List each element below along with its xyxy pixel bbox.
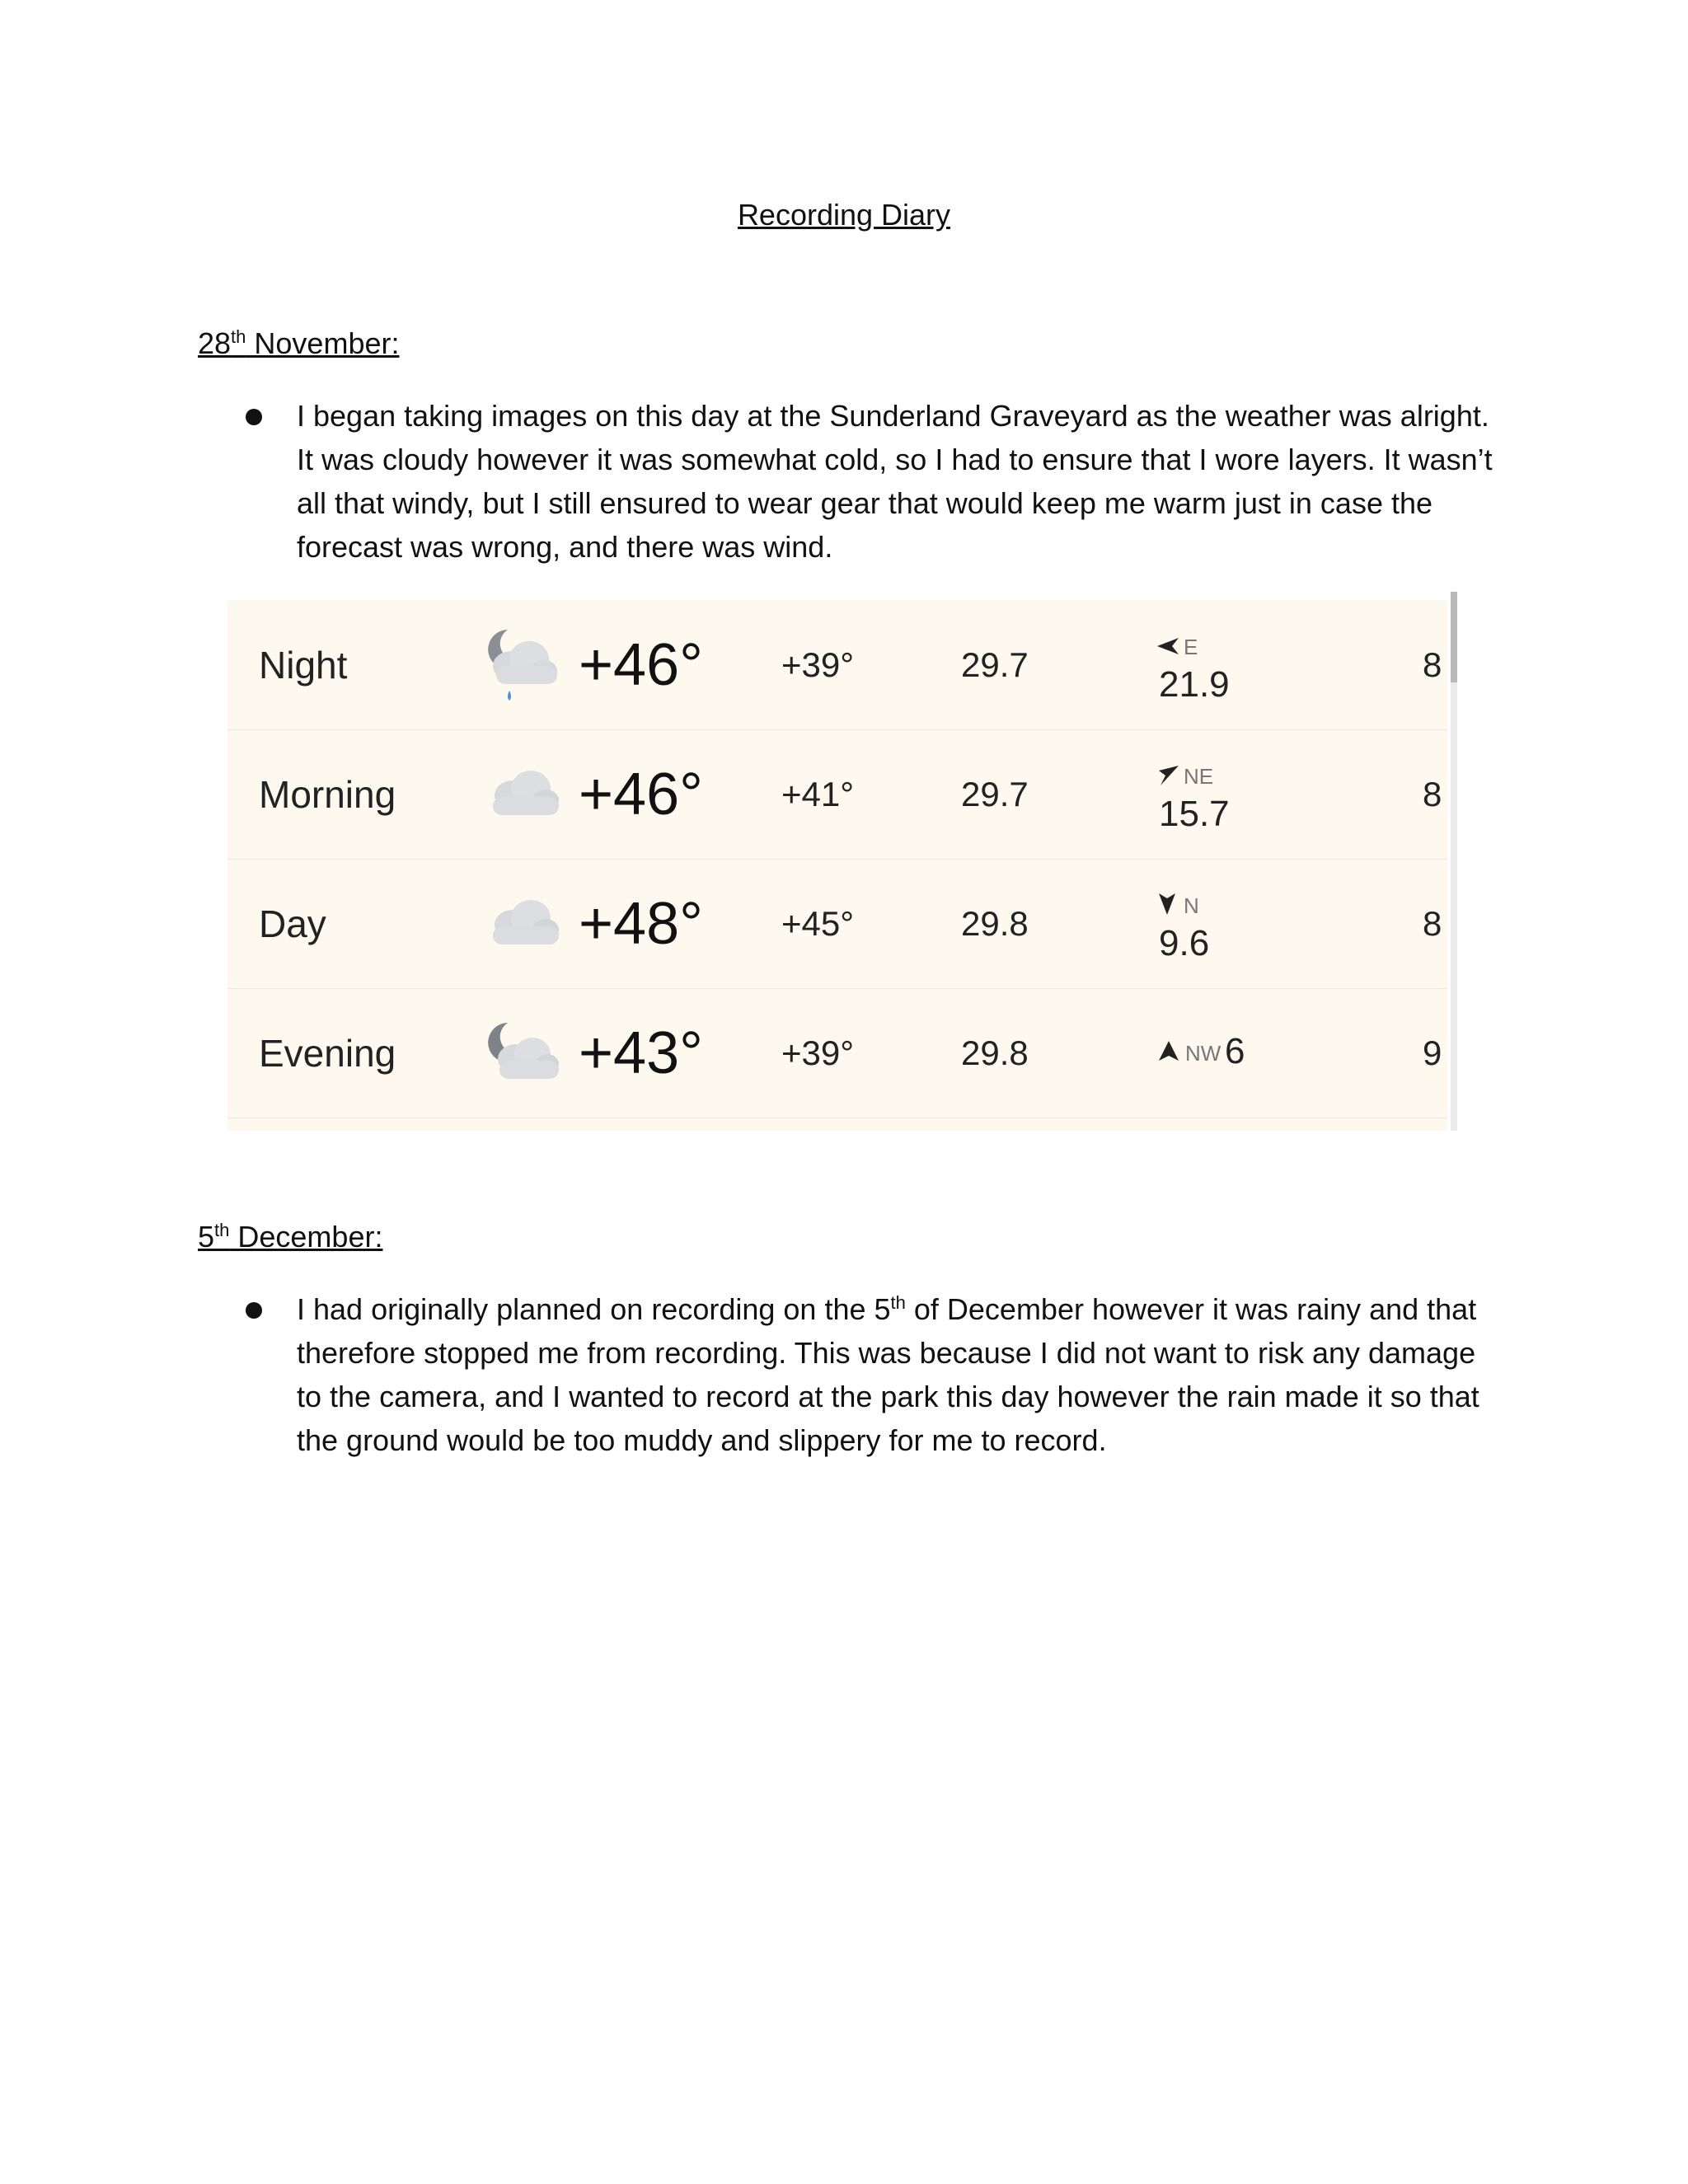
temperature: +46° — [579, 631, 703, 698]
cloud-icon — [475, 859, 565, 988]
cloud-icon — [475, 729, 565, 859]
wind-arrow-left-icon — [1156, 636, 1180, 656]
period-label: Morning — [259, 772, 396, 816]
temperature: +48° — [579, 890, 703, 957]
wind-direction: E — [1184, 635, 1198, 659]
pressure: 29.7 — [961, 774, 1029, 813]
wind-cell — [1142, 859, 1324, 988]
pressure: 29.7 — [961, 644, 1029, 684]
entry-text-sup: th — [890, 1292, 906, 1313]
weather-row-evening — [227, 988, 1447, 1118]
temperature: +43° — [579, 1019, 703, 1086]
period-label: Evening — [259, 1031, 396, 1075]
weather-row-morning — [227, 729, 1447, 860]
entry-text-part: I had originally planned on recording on the 5 — [297, 1292, 891, 1326]
entry-day-suffix: th — [214, 1220, 230, 1240]
entry-text-part: of December however it was rainy and that therefore stopped me from recording. This was because I did not want to risk any damage to the camera, and I wanted to record at the park this day however the rain made it so that the ground would be too muddy and slippery for me to record. — [297, 1292, 1479, 1457]
moon-cloud-icon — [475, 988, 565, 1118]
wind-direction: NE — [1184, 764, 1214, 789]
wind-arrow-down-icon — [1157, 892, 1177, 916]
wind-speed: 9.6 — [1159, 923, 1210, 963]
scrollbar-thumb[interactable] — [1451, 592, 1457, 682]
entry-day: 5 — [198, 1220, 215, 1254]
wind-arrow-up-right-icon — [1157, 764, 1180, 787]
entry-month: November: — [246, 326, 400, 360]
extra-value: 9 — [1423, 1033, 1442, 1072]
feels-like: +39° — [781, 644, 855, 684]
entry-heading-november — [198, 326, 399, 361]
feels-like: +41° — [781, 774, 855, 813]
extra-value: 8 — [1423, 774, 1442, 813]
period-label: Night — [259, 643, 348, 687]
wind-direction: N — [1184, 893, 1199, 918]
page-title: Recording Diary — [737, 198, 951, 232]
extra-value: 8 — [1423, 644, 1442, 684]
weather-row-day — [227, 859, 1447, 989]
wind-cell — [1142, 600, 1324, 729]
bullet-dot — [246, 409, 262, 425]
table-scrollbar[interactable] — [1451, 592, 1457, 1131]
extra-value: 8 — [1423, 903, 1442, 943]
entry-month: December: — [229, 1220, 383, 1254]
wind-cell — [1142, 988, 1324, 1118]
entry-heading-december — [198, 1220, 382, 1254]
entry-text-november: I began taking images on this day at the Sunderland Graveyard as the weather was alright. It was cloudy however it was somewhat cold, so I had to ensure that I wore layers. It wasn’t all that windy, but I still ensured to wear gear that would keep me warm just in case the forecast was wrong, and there was wind. — [297, 399, 1493, 564]
moon-cloud-rain-icon — [475, 600, 565, 729]
temperature: +46° — [579, 761, 703, 827]
wind-direction: NW — [1185, 1041, 1221, 1066]
wind-speed: 21.9 — [1159, 664, 1230, 705]
wind-arrow-up-left-icon — [1157, 1039, 1180, 1062]
wind-speed: 6 — [1225, 1031, 1245, 1071]
period-label: Day — [259, 902, 326, 945]
weather-forecast-table — [227, 600, 1447, 1131]
bullet-dot — [246, 1302, 262, 1319]
pressure: 29.8 — [961, 1033, 1029, 1072]
pressure: 29.8 — [961, 903, 1029, 943]
entry-day-suffix: th — [231, 326, 246, 347]
wind-speed: 15.7 — [1159, 794, 1230, 834]
entry-text-december — [297, 1287, 1500, 1462]
wind-cell — [1142, 729, 1324, 859]
feels-like: +45° — [781, 903, 855, 943]
feels-like: +39° — [781, 1033, 855, 1072]
entry-day: 28 — [198, 326, 232, 360]
weather-row-night — [227, 600, 1447, 730]
